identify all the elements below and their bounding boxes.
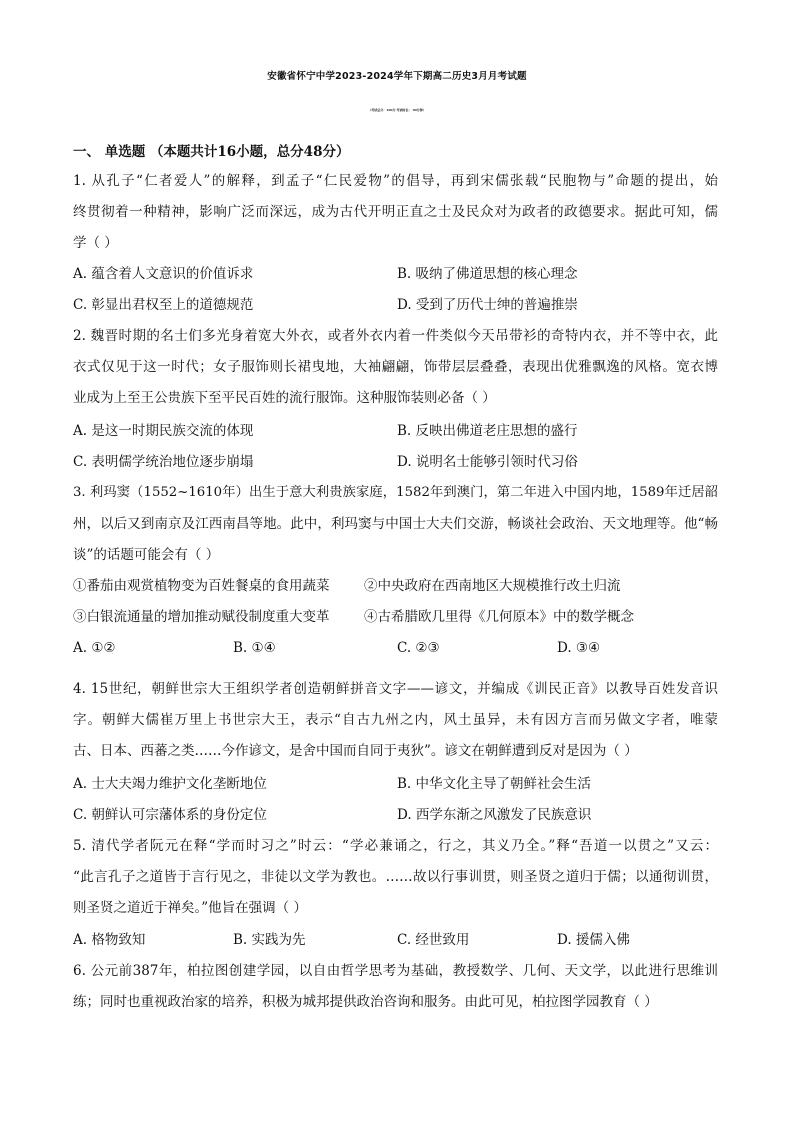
- question-1-option-b[interactable]: B. 吸纳了佛道思想的核心理念: [397, 266, 578, 282]
- question-3-item-3: ③白银流通量的增加推动赋役制度重大变革: [73, 609, 330, 625]
- question-2-option-a[interactable]: A. 是这一时期民族交流的体现: [73, 423, 254, 439]
- question-3-line-2: 州，以后又到南京及江西南昌等地。此中，利玛窦与中国士大夫们交游，畅谈社会政治、天文地理等。他“畅: [73, 516, 718, 532]
- question-3-option-b[interactable]: B. ①④: [233, 640, 276, 656]
- question-6-line-2: 练；同时也重视政治家的培养，积极为城邦提供政治咨询和服务。由此可见，柏拉图学园教育（ ）: [73, 994, 658, 1010]
- question-3-line-3: 谈”的话题可能会有（ ）: [73, 547, 220, 563]
- question-1-line-1: 1. 从孔子“仁者爱人”的解释，到孟子“仁民爱物”的倡导，再到宋儒张载“民胞物与”命题的提出，始: [73, 173, 718, 189]
- question-3-option-a[interactable]: A. ①②: [73, 640, 116, 656]
- question-3-item-2: ②中央政府在西南地区大规模推行改土归流: [364, 578, 621, 594]
- question-2-option-c[interactable]: C. 表明儒学统治地位逐步崩塌: [73, 454, 254, 470]
- question-2-option-d[interactable]: D. 说明名士能够引领时代习俗: [397, 454, 578, 470]
- question-1-option-c[interactable]: C. 彰显出君权至上的道德规范: [73, 297, 254, 313]
- question-3-item-4: ④古希腊欧几里得《几何原本》中的数学概念: [364, 609, 634, 625]
- question-5-option-b[interactable]: B. 实践为先: [233, 932, 306, 948]
- question-1-line-3: 学（ ）: [73, 235, 118, 251]
- section-heading: 一、 单选题 （本题共计16小题，总分48分）: [73, 144, 350, 160]
- question-2-line-2: 衣式仅见于这一时代；女子服饰则长裙曳地，大袖翩翩，饰带层层叠叠，表现出优雅飘逸的风格。宽衣博: [73, 359, 718, 375]
- question-1-option-d[interactable]: D. 受到了历代士绅的普遍推崇: [397, 297, 578, 313]
- question-1-option-a[interactable]: A. 蕴含着人文意识的价值诉求: [73, 266, 254, 282]
- question-4-option-c[interactable]: C. 朝鲜认可宗藩体系的身份定位: [73, 807, 267, 823]
- question-3-option-d[interactable]: D. ③④: [557, 640, 601, 656]
- question-4-option-b[interactable]: B. 中华文化主导了朝鲜社会生活: [397, 776, 592, 792]
- question-3-item-1: ①番茄由观赏植物变为百姓餐桌的食用蔬菜: [73, 578, 330, 594]
- question-5-option-c[interactable]: C. 经世致用: [397, 932, 470, 948]
- question-3-option-c[interactable]: C. ②③: [397, 640, 440, 656]
- page-title: 安徽省怀宁中学2023-2024学年下期高二历史3月月考试题: [267, 71, 527, 82]
- question-2-line-1: 2. 魏晋时期的名士们多光身着宽大外衣，或者外衣内着一件类似今天吊带衫的奇特内衣，并不等中衣，此: [73, 328, 718, 344]
- question-4-option-d[interactable]: D. 西学东渐之风激发了民族意识: [397, 807, 592, 823]
- question-4-option-a[interactable]: A. 士大夫竭力维护文化垄断地位: [73, 776, 267, 792]
- question-1-line-2: 终贯彻着一种精神，影响广泛而深远，成为古代开明正直之士及民众对为政者的政德要求。据此可知，儒: [73, 204, 718, 220]
- question-6-line-1: 6. 公元前387年，柏拉图创建学园，以自由哲学思考为基础，教授数学、几何、天文学，以此进行思维训: [73, 963, 718, 979]
- question-3-line-1: 3. 利玛窦（1552~1610年）出生于意大利贵族家庭，1582年到澳门，第二年进入中国内地，1589年迁居韶: [73, 485, 718, 500]
- question-4-line-3: 古、日本、西蕃之类……今作谚文，是舍中国而自同于夷狄”。谚文在朝鲜遭到反对是因为（ ）: [73, 743, 638, 759]
- exam-info: （考试总分：100分 考试时长： 90分钟）: [368, 108, 426, 112]
- question-5-line-3: 则圣贤之道近于禅矣。”他旨在强调（ ）: [73, 900, 307, 916]
- question-2-line-3: 业成为上至王公贵族下至平民百姓的流行服饰。这种服饰装则必备（ ）: [73, 390, 496, 406]
- question-5-option-a[interactable]: A. 格物致知: [73, 932, 146, 948]
- question-5-line-1: 5. 清代学者阮元在释“学而时习之”时云：“学必兼诵之，行之，其义乃全。”释“吾道一以贯之”又云：: [73, 838, 718, 854]
- question-4-line-1: 4. 15世纪，朝鲜世宗大王组织学者创造朝鲜拼音文字——谚文，并编成《训民正音》以教导百姓发音识: [73, 681, 718, 697]
- question-5-line-2: “此言孔子之道皆于言行见之，非徒以文学为教也。……故以行事训贯，则圣贤之道归于儒；以通彻训贯，: [73, 869, 718, 885]
- question-2-option-b[interactable]: B. 反映出佛道老庄思想的盛行: [397, 423, 578, 439]
- question-5-option-d[interactable]: D. 援儒入佛: [557, 932, 630, 948]
- question-4-line-2: 字。朝鲜大儒崔万里上书世宗大王，表示“自古九州之内，风土虽异，未有因方言而另做文字者，唯蒙: [73, 712, 718, 728]
